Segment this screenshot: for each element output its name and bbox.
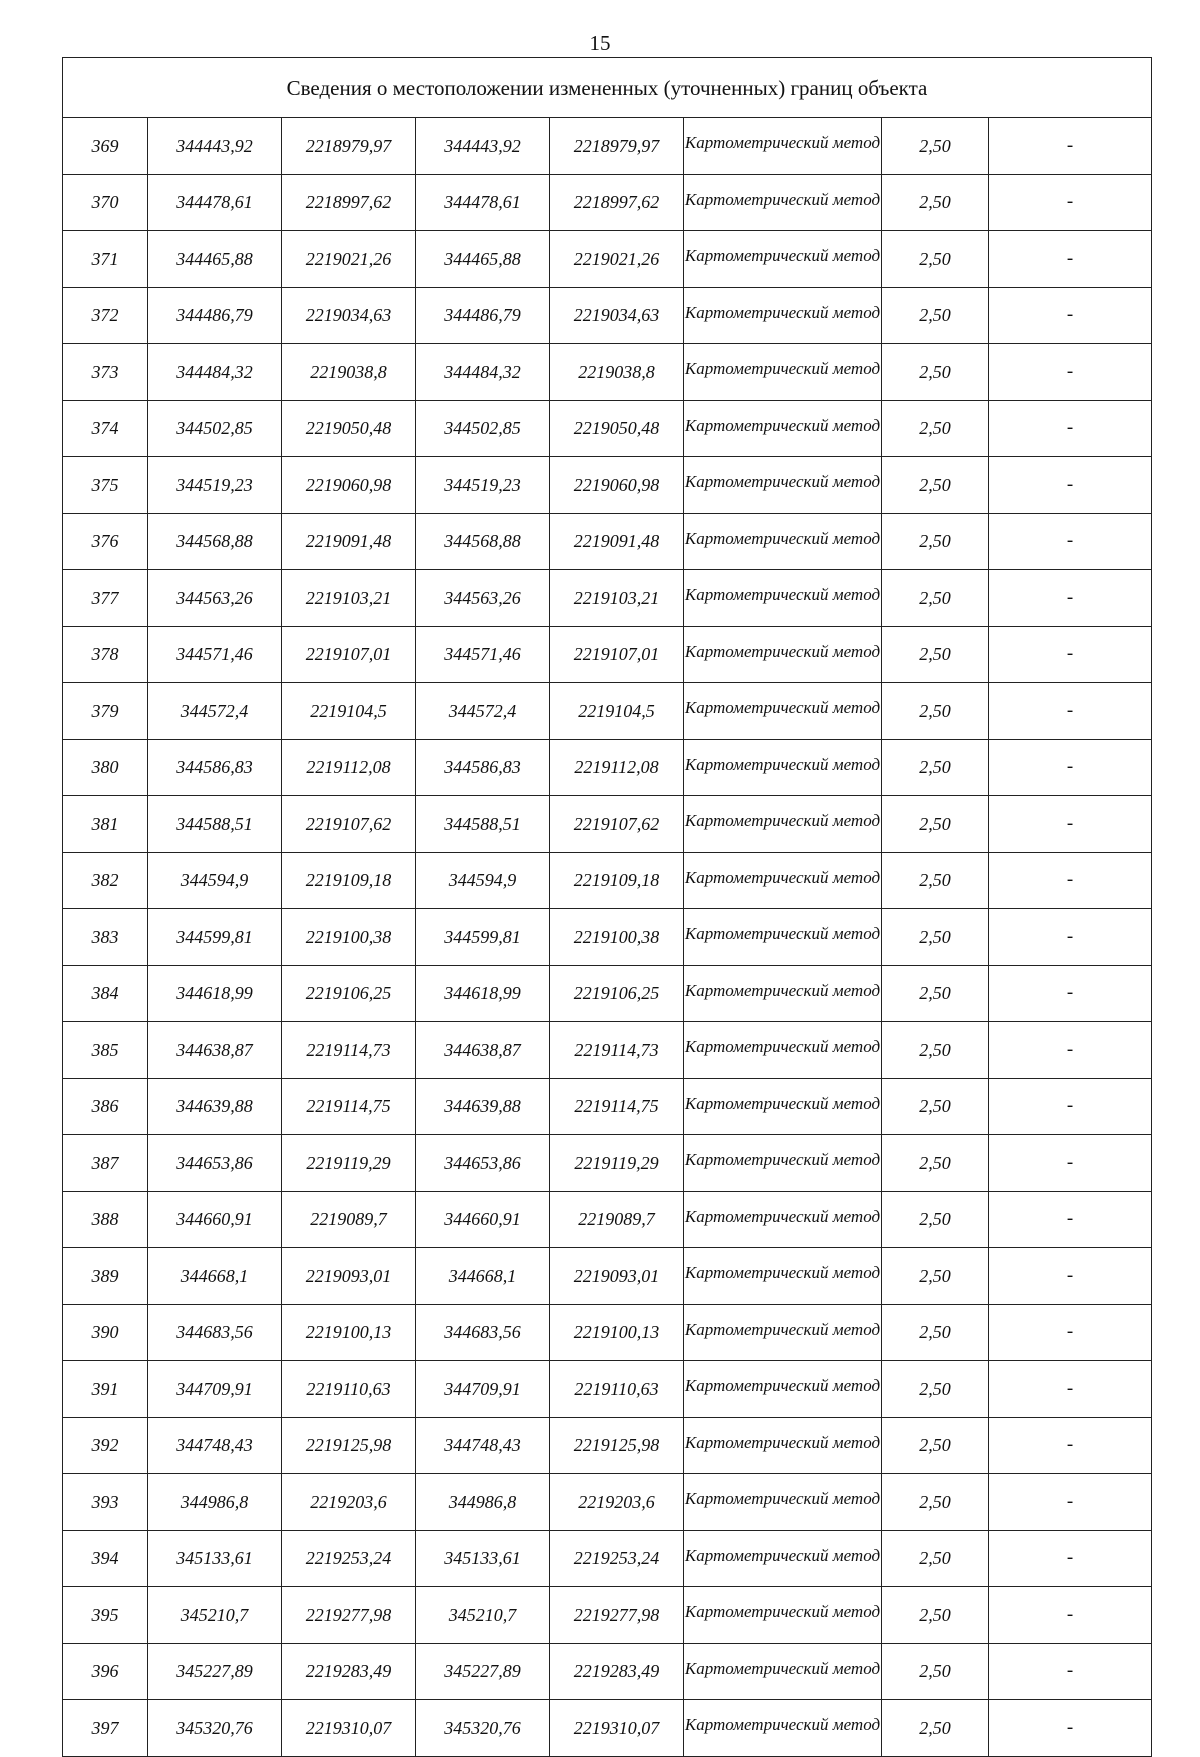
existing-x-cell: 344568,88: [148, 513, 282, 570]
existing-x-cell: 345227,89: [148, 1643, 282, 1700]
point-number-cell: 382: [63, 852, 148, 909]
method-cell: Картометрический метод: [684, 344, 882, 401]
point-number-cell: 380: [63, 739, 148, 796]
refined-x-cell: 344502,85: [416, 400, 550, 457]
accuracy-cell: 2,50: [882, 965, 989, 1022]
accuracy-cell: 2,50: [882, 1078, 989, 1135]
refined-x-cell: 345227,89: [416, 1643, 550, 1700]
accuracy-cell: 2,50: [882, 174, 989, 231]
note-cell: -: [989, 1587, 1152, 1644]
existing-y-cell: 2219107,62: [282, 796, 416, 853]
table-title: Сведения о местоположении измененных (уточненных) границ объекта: [63, 58, 1152, 118]
method-cell: Картометрический метод: [684, 1417, 882, 1474]
refined-x-cell: 344563,26: [416, 570, 550, 627]
existing-x-cell: 345133,61: [148, 1530, 282, 1587]
method-cell: Картометрический метод: [684, 1700, 882, 1757]
accuracy-cell: 2,50: [882, 1361, 989, 1418]
note-cell: -: [989, 626, 1152, 683]
existing-y-cell: 2219310,07: [282, 1700, 416, 1757]
note-cell: -: [989, 1304, 1152, 1361]
existing-x-cell: 344618,99: [148, 965, 282, 1022]
existing-y-cell: 2219106,25: [282, 965, 416, 1022]
refined-y-cell: 2219093,01: [550, 1248, 684, 1305]
point-number-cell: 378: [63, 626, 148, 683]
table-row: [63, 1135, 1152, 1192]
refined-x-cell: 344465,88: [416, 231, 550, 288]
method-cell: Картометрический метод: [684, 909, 882, 966]
refined-y-cell: 2219104,5: [550, 683, 684, 740]
refined-x-cell: 344639,88: [416, 1078, 550, 1135]
accuracy-cell: 2,50: [882, 909, 989, 966]
existing-y-cell: 2219060,98: [282, 457, 416, 514]
refined-y-cell: 2219310,07: [550, 1700, 684, 1757]
existing-y-cell: 2219107,01: [282, 626, 416, 683]
point-number-cell: 390: [63, 1304, 148, 1361]
point-number-cell: 386: [63, 1078, 148, 1135]
existing-y-cell: 2219100,38: [282, 909, 416, 966]
note-cell: -: [989, 513, 1152, 570]
existing-x-cell: 344599,81: [148, 909, 282, 966]
refined-y-cell: 2218997,62: [550, 174, 684, 231]
refined-x-cell: 345210,7: [416, 1587, 550, 1644]
method-cell: Картометрический метод: [684, 796, 882, 853]
refined-x-cell: 344484,32: [416, 344, 550, 401]
table-row: [63, 683, 1152, 740]
refined-x-cell: 345320,76: [416, 1700, 550, 1757]
method-cell: Картометрический метод: [684, 1191, 882, 1248]
refined-x-cell: 344986,8: [416, 1474, 550, 1531]
refined-y-cell: 2219100,13: [550, 1304, 684, 1361]
existing-y-cell: 2219093,01: [282, 1248, 416, 1305]
existing-y-cell: 2219091,48: [282, 513, 416, 570]
point-number-cell: 395: [63, 1587, 148, 1644]
method-cell: Картометрический метод: [684, 683, 882, 740]
refined-y-cell: 2219050,48: [550, 400, 684, 457]
refined-x-cell: 344588,51: [416, 796, 550, 853]
existing-x-cell: 344660,91: [148, 1191, 282, 1248]
method-cell: Картометрический метод: [684, 570, 882, 627]
refined-x-cell: 344586,83: [416, 739, 550, 796]
refined-x-cell: 344599,81: [416, 909, 550, 966]
refined-y-cell: 2219107,62: [550, 796, 684, 853]
note-cell: -: [989, 1191, 1152, 1248]
existing-y-cell: 2219277,98: [282, 1587, 416, 1644]
table-row: [63, 739, 1152, 796]
point-number-cell: 381: [63, 796, 148, 853]
existing-x-cell: 344639,88: [148, 1078, 282, 1135]
refined-x-cell: 344653,86: [416, 1135, 550, 1192]
method-cell: Картометрический метод: [684, 231, 882, 288]
accuracy-cell: 2,50: [882, 118, 989, 175]
table-row: [63, 457, 1152, 514]
existing-x-cell: 344986,8: [148, 1474, 282, 1531]
refined-x-cell: 344748,43: [416, 1417, 550, 1474]
table-row: [63, 1078, 1152, 1135]
note-cell: -: [989, 1530, 1152, 1587]
existing-x-cell: 344668,1: [148, 1248, 282, 1305]
point-number-cell: 377: [63, 570, 148, 627]
accuracy-cell: 2,50: [882, 852, 989, 909]
note-cell: -: [989, 400, 1152, 457]
point-number-cell: 371: [63, 231, 148, 288]
refined-y-cell: 2219112,08: [550, 739, 684, 796]
table-row: [63, 1587, 1152, 1644]
refined-x-cell: 345133,61: [416, 1530, 550, 1587]
refined-x-cell: 344683,56: [416, 1304, 550, 1361]
point-number-cell: 384: [63, 965, 148, 1022]
existing-x-cell: 344748,43: [148, 1417, 282, 1474]
accuracy-cell: 2,50: [882, 1191, 989, 1248]
accuracy-cell: 2,50: [882, 1474, 989, 1531]
note-cell: -: [989, 118, 1152, 175]
accuracy-cell: 2,50: [882, 1417, 989, 1474]
table-row: [63, 1530, 1152, 1587]
note-cell: -: [989, 1135, 1152, 1192]
method-cell: Картометрический метод: [684, 1078, 882, 1135]
note-cell: -: [989, 965, 1152, 1022]
table-row: [63, 796, 1152, 853]
existing-y-cell: 2219112,08: [282, 739, 416, 796]
existing-y-cell: 2218979,97: [282, 118, 416, 175]
existing-x-cell: 344588,51: [148, 796, 282, 853]
table-row: [63, 1361, 1152, 1418]
accuracy-cell: 2,50: [882, 1304, 989, 1361]
existing-y-cell: 2219034,63: [282, 287, 416, 344]
existing-x-cell: 344683,56: [148, 1304, 282, 1361]
existing-x-cell: 344465,88: [148, 231, 282, 288]
point-number-cell: 369: [63, 118, 148, 175]
accuracy-cell: 2,50: [882, 287, 989, 344]
point-number-cell: 387: [63, 1135, 148, 1192]
existing-y-cell: 2219089,7: [282, 1191, 416, 1248]
table-row: [63, 626, 1152, 683]
note-cell: -: [989, 1643, 1152, 1700]
method-cell: Картометрический метод: [684, 1304, 882, 1361]
refined-x-cell: 344568,88: [416, 513, 550, 570]
existing-x-cell: 344572,4: [148, 683, 282, 740]
existing-x-cell: 344563,26: [148, 570, 282, 627]
existing-y-cell: 2219125,98: [282, 1417, 416, 1474]
table-row: [63, 1700, 1152, 1757]
existing-y-cell: 2219283,49: [282, 1643, 416, 1700]
refined-y-cell: 2219034,63: [550, 287, 684, 344]
method-cell: Картометрический метод: [684, 1643, 882, 1700]
method-cell: Картометрический метод: [684, 1022, 882, 1079]
note-cell: -: [989, 174, 1152, 231]
existing-y-cell: 2219203,6: [282, 1474, 416, 1531]
accuracy-cell: 2,50: [882, 1643, 989, 1700]
point-number-cell: 370: [63, 174, 148, 231]
point-number-cell: 376: [63, 513, 148, 570]
refined-y-cell: 2219125,98: [550, 1417, 684, 1474]
refined-x-cell: 344709,91: [416, 1361, 550, 1418]
table-row: [63, 1248, 1152, 1305]
accuracy-cell: 2,50: [882, 1248, 989, 1305]
existing-y-cell: 2219253,24: [282, 1530, 416, 1587]
point-number-cell: 373: [63, 344, 148, 401]
refined-y-cell: 2219021,26: [550, 231, 684, 288]
note-cell: -: [989, 796, 1152, 853]
table-row: [63, 174, 1152, 231]
point-number-cell: 392: [63, 1417, 148, 1474]
method-cell: Картометрический метод: [684, 457, 882, 514]
refined-y-cell: 2219119,29: [550, 1135, 684, 1192]
method-cell: Картометрический метод: [684, 1135, 882, 1192]
accuracy-cell: 2,50: [882, 513, 989, 570]
point-number-cell: 389: [63, 1248, 148, 1305]
note-cell: -: [989, 739, 1152, 796]
refined-x-cell: 344594,9: [416, 852, 550, 909]
table-row: [63, 1474, 1152, 1531]
table-row: [63, 1417, 1152, 1474]
point-number-cell: 388: [63, 1191, 148, 1248]
refined-y-cell: 2219103,21: [550, 570, 684, 627]
table-row: [63, 513, 1152, 570]
existing-x-cell: 345320,76: [148, 1700, 282, 1757]
refined-y-cell: 2219277,98: [550, 1587, 684, 1644]
accuracy-cell: 2,50: [882, 796, 989, 853]
existing-y-cell: 2219110,63: [282, 1361, 416, 1418]
existing-y-cell: 2219114,73: [282, 1022, 416, 1079]
existing-y-cell: 2219109,18: [282, 852, 416, 909]
existing-y-cell: 2219119,29: [282, 1135, 416, 1192]
table-row: [63, 1643, 1152, 1700]
refined-x-cell: 344668,1: [416, 1248, 550, 1305]
note-cell: -: [989, 683, 1152, 740]
method-cell: Картометрический метод: [684, 626, 882, 683]
method-cell: Картометрический метод: [684, 287, 882, 344]
existing-y-cell: 2219114,75: [282, 1078, 416, 1135]
table-row: [63, 287, 1152, 344]
table-row: [63, 1304, 1152, 1361]
existing-y-cell: 2219103,21: [282, 570, 416, 627]
accuracy-cell: 2,50: [882, 1700, 989, 1757]
method-cell: Картометрический метод: [684, 400, 882, 457]
accuracy-cell: 2,50: [882, 683, 989, 740]
accuracy-cell: 2,50: [882, 1135, 989, 1192]
point-number-cell: 375: [63, 457, 148, 514]
refined-x-cell: 344660,91: [416, 1191, 550, 1248]
existing-x-cell: 345210,7: [148, 1587, 282, 1644]
existing-x-cell: 344486,79: [148, 287, 282, 344]
note-cell: -: [989, 1474, 1152, 1531]
note-cell: -: [989, 852, 1152, 909]
existing-x-cell: 344502,85: [148, 400, 282, 457]
method-cell: Картометрический метод: [684, 118, 882, 175]
accuracy-cell: 2,50: [882, 1022, 989, 1079]
refined-y-cell: 2219114,73: [550, 1022, 684, 1079]
table-row: [63, 965, 1152, 1022]
point-number-cell: 391: [63, 1361, 148, 1418]
refined-y-cell: 2219100,38: [550, 909, 684, 966]
refined-x-cell: 344519,23: [416, 457, 550, 514]
refined-x-cell: 344638,87: [416, 1022, 550, 1079]
refined-x-cell: 344486,79: [416, 287, 550, 344]
refined-y-cell: 2219110,63: [550, 1361, 684, 1418]
refined-y-cell: 2218979,97: [550, 118, 684, 175]
existing-x-cell: 344594,9: [148, 852, 282, 909]
existing-x-cell: 344484,32: [148, 344, 282, 401]
note-cell: -: [989, 1248, 1152, 1305]
existing-x-cell: 344709,91: [148, 1361, 282, 1418]
method-cell: Картометрический метод: [684, 513, 882, 570]
refined-y-cell: 2219091,48: [550, 513, 684, 570]
refined-y-cell: 2219107,01: [550, 626, 684, 683]
note-cell: -: [989, 1022, 1152, 1079]
accuracy-cell: 2,50: [882, 626, 989, 683]
refined-x-cell: 344443,92: [416, 118, 550, 175]
point-number-cell: 385: [63, 1022, 148, 1079]
boundary-coordinates-table: [62, 57, 1152, 1757]
point-number-cell: 397: [63, 1700, 148, 1757]
table-body: [63, 118, 1152, 1757]
method-cell: Картометрический метод: [684, 1248, 882, 1305]
refined-y-cell: 2219283,49: [550, 1643, 684, 1700]
point-number-cell: 383: [63, 909, 148, 966]
note-cell: -: [989, 344, 1152, 401]
refined-x-cell: 344572,4: [416, 683, 550, 740]
refined-x-cell: 344478,61: [416, 174, 550, 231]
note-cell: -: [989, 1700, 1152, 1757]
existing-x-cell: 344519,23: [148, 457, 282, 514]
refined-x-cell: 344571,46: [416, 626, 550, 683]
method-cell: Картометрический метод: [684, 852, 882, 909]
accuracy-cell: 2,50: [882, 457, 989, 514]
note-cell: -: [989, 1361, 1152, 1418]
method-cell: Картометрический метод: [684, 1587, 882, 1644]
table-row: [63, 231, 1152, 288]
existing-x-cell: 344653,86: [148, 1135, 282, 1192]
existing-x-cell: 344478,61: [148, 174, 282, 231]
page-number: 15: [589, 31, 611, 55]
point-number-cell: 374: [63, 400, 148, 457]
existing-x-cell: 344571,46: [148, 626, 282, 683]
note-cell: -: [989, 570, 1152, 627]
table-row: [63, 344, 1152, 401]
method-cell: Картометрический метод: [684, 965, 882, 1022]
note-cell: -: [989, 1078, 1152, 1135]
point-number-cell: 372: [63, 287, 148, 344]
table-row: [63, 570, 1152, 627]
existing-y-cell: 2219038,8: [282, 344, 416, 401]
existing-x-cell: 344638,87: [148, 1022, 282, 1079]
existing-x-cell: 344586,83: [148, 739, 282, 796]
existing-y-cell: 2219104,5: [282, 683, 416, 740]
accuracy-cell: 2,50: [882, 570, 989, 627]
refined-y-cell: 2219114,75: [550, 1078, 684, 1135]
note-cell: -: [989, 457, 1152, 514]
refined-y-cell: 2219060,98: [550, 457, 684, 514]
point-number-cell: 394: [63, 1530, 148, 1587]
table-row: [63, 909, 1152, 966]
point-number-cell: 396: [63, 1643, 148, 1700]
existing-y-cell: 2219050,48: [282, 400, 416, 457]
existing-x-cell: 344443,92: [148, 118, 282, 175]
accuracy-cell: 2,50: [882, 1530, 989, 1587]
accuracy-cell: 2,50: [882, 231, 989, 288]
refined-y-cell: 2219089,7: [550, 1191, 684, 1248]
refined-y-cell: 2219109,18: [550, 852, 684, 909]
point-number-cell: 379: [63, 683, 148, 740]
table-row: [63, 1191, 1152, 1248]
point-number-cell: 393: [63, 1474, 148, 1531]
method-cell: Картометрический метод: [684, 174, 882, 231]
method-cell: Картометрический метод: [684, 1474, 882, 1531]
existing-y-cell: 2218997,62: [282, 174, 416, 231]
note-cell: -: [989, 287, 1152, 344]
method-cell: Картометрический метод: [684, 1530, 882, 1587]
accuracy-cell: 2,50: [882, 400, 989, 457]
existing-y-cell: 2219021,26: [282, 231, 416, 288]
note-cell: -: [989, 231, 1152, 288]
existing-y-cell: 2219100,13: [282, 1304, 416, 1361]
accuracy-cell: 2,50: [882, 739, 989, 796]
accuracy-cell: 2,50: [882, 1587, 989, 1644]
table-title-row: [63, 58, 1152, 118]
table-row: [63, 118, 1152, 175]
note-cell: -: [989, 909, 1152, 966]
method-cell: Картометрический метод: [684, 1361, 882, 1418]
table-row: [63, 1022, 1152, 1079]
accuracy-cell: 2,50: [882, 344, 989, 401]
refined-y-cell: 2219038,8: [550, 344, 684, 401]
note-cell: -: [989, 1417, 1152, 1474]
method-cell: Картометрический метод: [684, 739, 882, 796]
refined-y-cell: 2219106,25: [550, 965, 684, 1022]
refined-x-cell: 344618,99: [416, 965, 550, 1022]
refined-y-cell: 2219253,24: [550, 1530, 684, 1587]
table-row: [63, 852, 1152, 909]
refined-y-cell: 2219203,6: [550, 1474, 684, 1531]
table-row: [63, 400, 1152, 457]
